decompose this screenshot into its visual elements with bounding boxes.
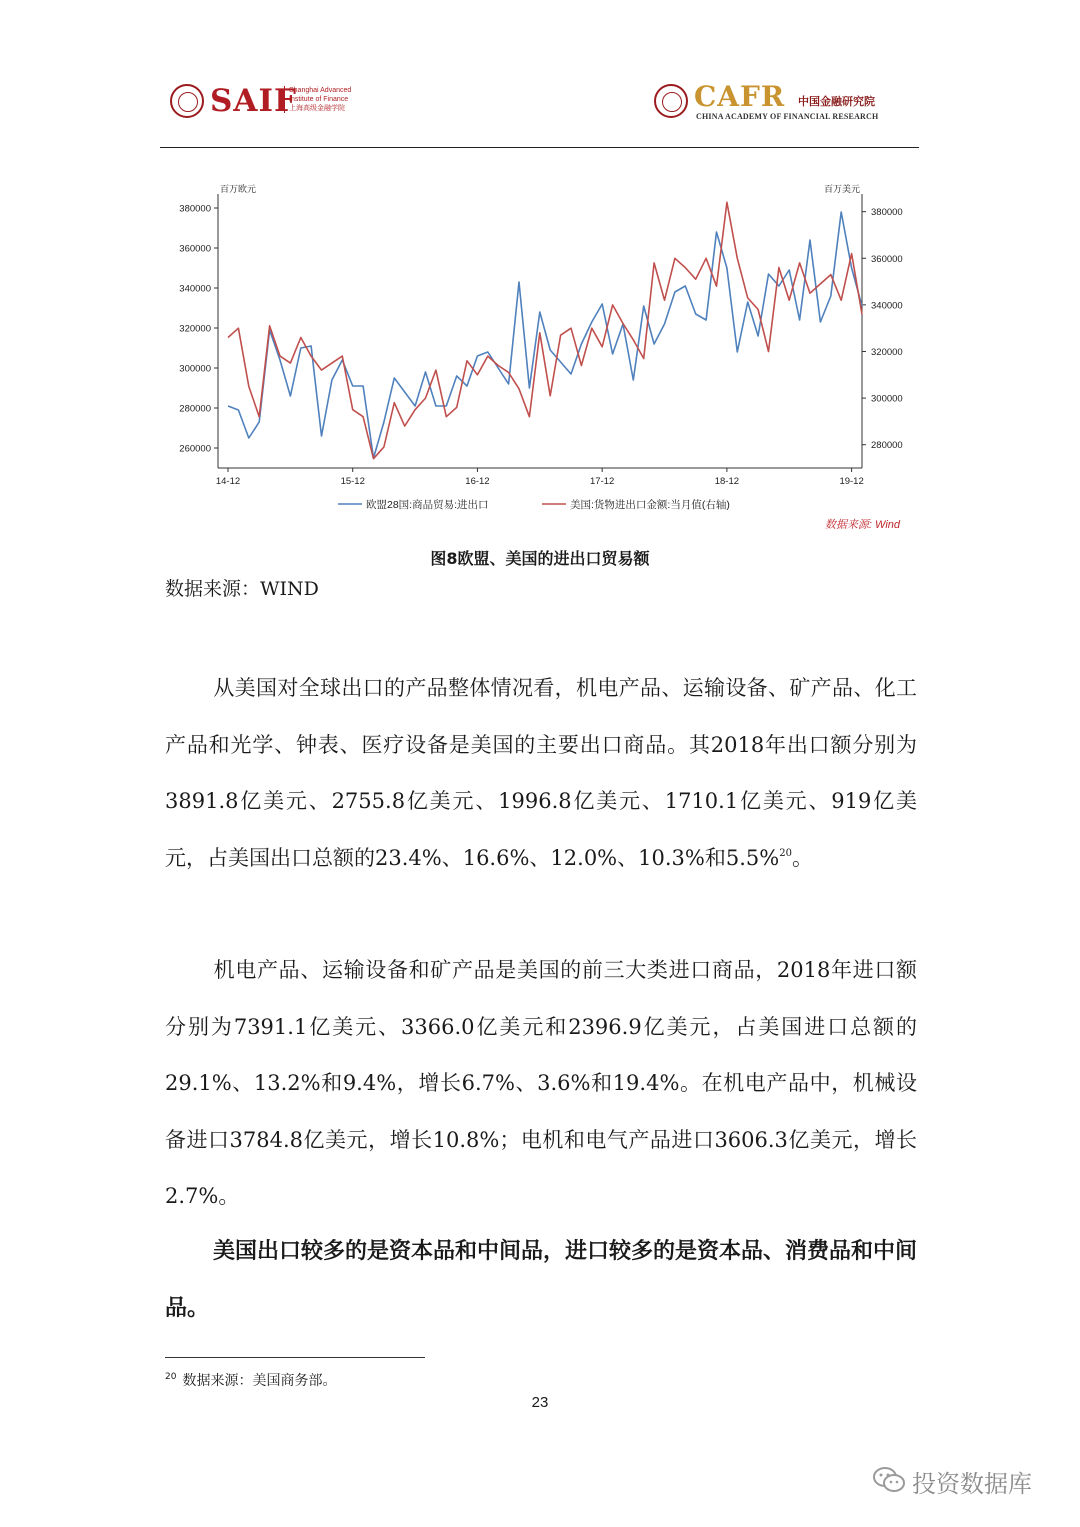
paragraph-imports bbox=[165, 942, 917, 1225]
legend-us-label: 美国:货物进出口金额:当月值(右轴) bbox=[570, 499, 730, 511]
data-source-line: 数据来源：WIND bbox=[165, 578, 319, 600]
wechat-icon bbox=[872, 1466, 906, 1494]
trade-line-chart bbox=[160, 180, 920, 540]
x-tick-label: 16-12 bbox=[465, 476, 490, 487]
left-tick-label: 300000 bbox=[179, 363, 211, 375]
right-tick-label: 340000 bbox=[871, 300, 903, 312]
left-tick-label: 260000 bbox=[179, 443, 211, 455]
x-tick-label: 18-12 bbox=[714, 476, 740, 487]
x-tick-label: 19-12 bbox=[839, 476, 864, 487]
saif-sub-line: Shanghai Advanced bbox=[289, 87, 352, 94]
paragraph-exports bbox=[165, 660, 917, 886]
eu-series-line bbox=[228, 212, 862, 458]
saif-sub-line: Institute of Finance bbox=[289, 96, 349, 103]
x-tick-label: 14-12 bbox=[215, 476, 241, 487]
saif-sub-line: 上海高级金融学院 bbox=[289, 105, 345, 112]
figure-caption: 图8欧盟、美国的进出口贸易额 bbox=[430, 549, 650, 568]
left-tick-label: 280000 bbox=[179, 403, 211, 415]
x-tick-label: 17-12 bbox=[590, 476, 615, 487]
right-tick-label: 300000 bbox=[871, 393, 903, 405]
paragraph-summary-bold bbox=[165, 1224, 917, 1337]
saif-seal-icon bbox=[170, 84, 204, 118]
legend-eu-label: 欧盟28国:商品贸易:进出口 bbox=[366, 499, 489, 511]
right-tick-label: 380000 bbox=[871, 207, 903, 219]
saif-wordmark: SAIF bbox=[210, 83, 297, 119]
left-tick-label: 360000 bbox=[179, 243, 211, 255]
cafr-seal-icon bbox=[654, 84, 688, 118]
paragraph-text: 机电产品、运输设备和矿产品是美国的前三大类进口商品，2018年进口额分别为7391.1亿美元、3366.0亿美元和2396.9亿美元，占美国进口总额的29.1%、13.2%和9.4%，增长6.7%、3.6%和19.4%。在机电产品中，机械设备进口3784.8亿美元，增长10.8%；电机和电气产品进口3606.3亿美元，增长2.7%。 bbox=[165, 958, 917, 1208]
left-tick-label: 320000 bbox=[179, 323, 211, 335]
right-tick-label: 280000 bbox=[871, 440, 903, 452]
left-unit-label: 百万欧元 bbox=[220, 184, 257, 194]
page-number: 23 bbox=[531, 1394, 549, 1411]
right-unit-label: 百万美元 bbox=[823, 184, 860, 194]
watermark-text: 投资数据库 bbox=[912, 1470, 1032, 1498]
cafr-english-name: CHINA ACADEMY OF FINANCIAL RESEARCH bbox=[696, 112, 879, 121]
chart-source-note: 数据来源: Wind bbox=[824, 519, 900, 531]
footnote bbox=[165, 1370, 336, 1390]
cafr-wordmark: CAFR bbox=[694, 80, 786, 113]
paragraph-text: 美国出口较多的是资本品和中间品，进口较多的是资本品、消费品和中间品。 bbox=[165, 1239, 918, 1321]
x-tick-label: 15-12 bbox=[340, 476, 365, 487]
saif-logo bbox=[170, 82, 355, 122]
paragraph-end: 。 bbox=[791, 845, 813, 870]
left-tick-label: 340000 bbox=[179, 283, 211, 295]
header-divider bbox=[160, 147, 919, 148]
footnote-divider bbox=[165, 1357, 425, 1358]
footnote-ref[interactable]: 20 bbox=[779, 847, 792, 859]
right-tick-label: 360000 bbox=[871, 253, 903, 265]
paragraph-text: 从美国对全球出口的产品整体情况看，机电产品、运输设备、矿产品、化工产品和光学、钟表、医疗设备是美国的主要出口商品。其2018年出口额分别为3891.8亿美元、2755.8亿美元、1996.8亿美元、1710.1亿美元、919亿美元，占美国出口总额的23.4%、16.6%、12.0%、10.3%和5.5% bbox=[165, 676, 917, 870]
cafr-logo bbox=[650, 82, 890, 124]
left-tick-label: 380000 bbox=[179, 203, 211, 215]
footnote-text: 数据来源：美国商务部。 bbox=[182, 1373, 337, 1389]
saif-subtitle bbox=[284, 86, 351, 113]
cafr-chinese-name: 中国金融研究院 bbox=[798, 95, 875, 108]
footnote-number: 20 bbox=[165, 1372, 177, 1382]
right-tick-label: 320000 bbox=[871, 346, 903, 358]
